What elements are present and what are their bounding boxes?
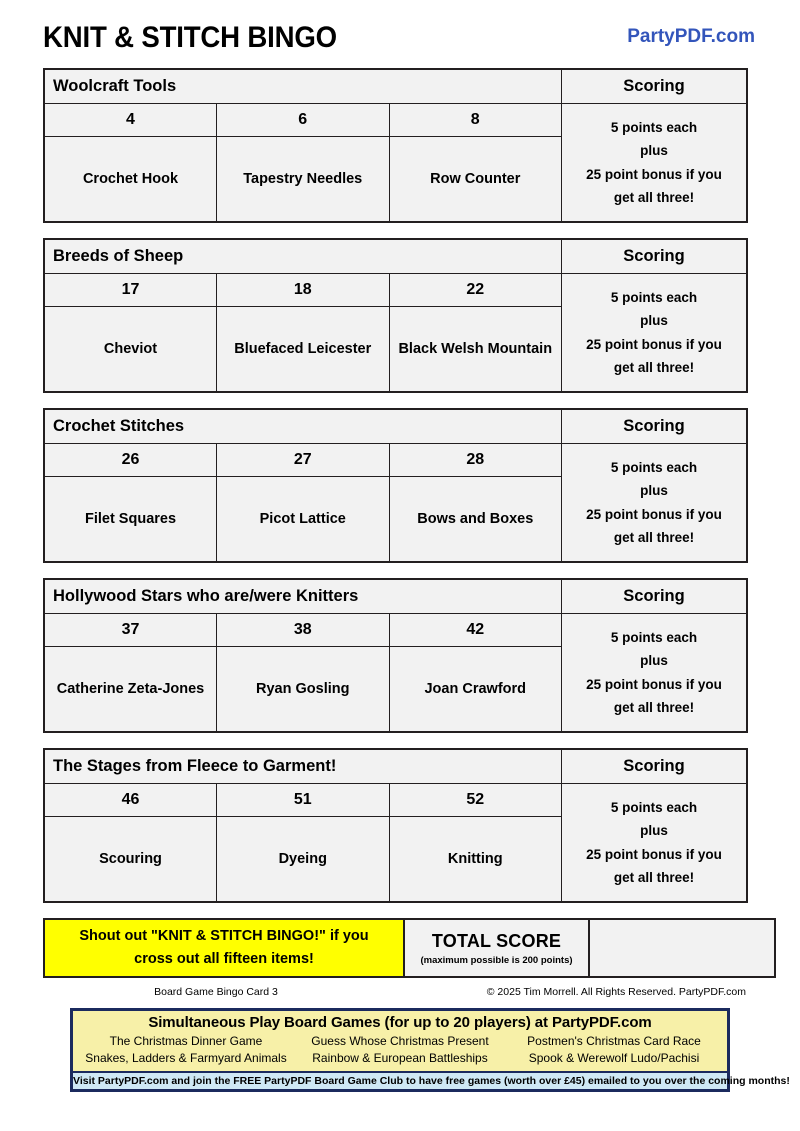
scoring-line-1: 5 points each [610,290,698,306]
footer [43,984,748,1000]
bingo-item[interactable]: Filet Squares [44,477,217,563]
scoring-line-2: plus [640,653,668,669]
scoring-line-1: 5 points each [610,460,698,476]
scoring-header: Scoring [562,579,748,614]
scoring-line-2: plus [640,823,668,839]
bingo-item[interactable]: Knitting [389,817,562,903]
total-score-label: TOTAL SCORE [431,930,562,951]
scoring-line-4: get all three! [613,699,695,715]
item-number[interactable]: 52 [389,784,562,817]
bingo-item[interactable]: Joan Crawford [389,647,562,733]
scoring-line-2: plus [640,143,668,159]
bingo-item[interactable]: Bows and Boxes [389,477,562,563]
category-title: Crochet Stitches [44,409,562,444]
category-block [43,238,748,393]
scoring-header: Scoring [562,409,748,444]
item-number[interactable]: 28 [389,444,562,477]
number-row [44,614,747,647]
category-header-row [44,409,747,444]
promo-game: Spook & Werewolf Ludo/Pachisi [528,1051,700,1066]
scoring-line-1: 5 points each [610,800,698,816]
scoring-line-3: 25 point bonus if you [586,506,722,522]
item-number[interactable]: 42 [389,614,562,647]
category-header-row [44,69,747,104]
promo-title: Simultaneous Play Board Games (for up to 20 players) at PartyPDF.com [148,1014,652,1031]
item-number[interactable]: 26 [44,444,217,477]
number-row [44,784,747,817]
category-block [43,408,748,563]
bingo-item[interactable]: Dyeing [217,817,390,903]
shout-out-line-2: cross out all fifteen items! [134,951,314,967]
bingo-item[interactable]: Ryan Gosling [217,647,390,733]
item-number[interactable]: 17 [44,274,217,307]
bingo-item[interactable]: Catherine Zeta-Jones [44,647,217,733]
scoring-header: Scoring [562,749,748,784]
scoring-cell [562,104,748,223]
category-title: The Stages from Fleece to Garment! [44,749,562,784]
scoring-header: Scoring [562,239,748,274]
item-number[interactable]: 4 [44,104,217,137]
category-block [43,68,748,223]
promo-game: Rainbow & European Battleships [312,1051,488,1066]
bingo-item[interactable]: Black Welsh Mountain [389,307,562,393]
item-number[interactable]: 27 [217,444,390,477]
promo-row [79,1033,721,1050]
item-number[interactable]: 51 [217,784,390,817]
footer-card-id: Board Game Bingo Card 3 [154,986,278,998]
bingo-item[interactable]: Scouring [44,817,217,903]
number-row [44,444,747,477]
category-block [43,578,748,733]
shout-out-box [44,919,404,977]
scoring-line-1: 5 points each [610,630,698,646]
total-score-note: (maximum possible is 200 points) [420,954,573,966]
scoring-line-3: 25 point bonus if you [586,846,722,862]
scoring-line-3: 25 point bonus if you [586,166,722,182]
number-row [44,274,747,307]
item-number[interactable]: 22 [389,274,562,307]
scoring-line-3: 25 point bonus if you [586,336,722,352]
item-number[interactable]: 37 [44,614,217,647]
item-number[interactable]: 18 [217,274,390,307]
item-number[interactable]: 6 [217,104,390,137]
number-row [44,104,747,137]
bingo-item[interactable]: Cheviot [44,307,217,393]
scoring-cell [562,614,748,733]
scoring-line-1: 5 points each [610,120,698,136]
scoring-line-4: get all three! [613,359,695,375]
category-header-row [44,749,747,784]
promo-game: Guess Whose Christmas Present [311,1034,489,1048]
bingo-item[interactable]: Crochet Hook [44,137,217,223]
scoring-header: Scoring [562,69,748,104]
category-block [43,748,748,903]
item-number[interactable]: 8 [389,104,562,137]
category-title: Breeds of Sheep [44,239,562,274]
footer-copyright: © 2025 Tim Morrell. All Rights Reserved. PartyPDF.com [486,986,746,998]
promo-game: Snakes, Ladders & Farmyard Animals [85,1051,287,1066]
item-number[interactable]: 38 [217,614,390,647]
bingo-item[interactable]: Tapestry Needles [217,137,390,223]
scoring-cell [562,444,748,563]
promo-banner[interactable] [70,1008,790,1092]
total-score-label-cell [404,919,589,977]
scoring-line-4: get all three! [613,869,695,885]
page-title: KNIT & STITCH BINGO [43,21,337,54]
category-title: Hollywood Stars who are/were Knitters [44,579,562,614]
bingo-item[interactable]: Picot Lattice [217,477,390,563]
promo-game: The Christmas Dinner Game [109,1034,263,1048]
shout-out-line-1: Shout out "KNIT & STITCH BINGO!" if you [79,927,369,944]
category-header-row [44,239,747,274]
promo-game: Postmen's Christmas Card Race [527,1034,701,1048]
item-number[interactable]: 46 [44,784,217,817]
scoring-line-2: plus [640,483,668,499]
scoring-line-4: get all three! [613,189,695,205]
scoring-line-2: plus [640,313,668,329]
brand-logo: PartyPDF.com [627,26,755,47]
page-header [43,0,757,68]
scoring-line-3: 25 point bonus if you [586,676,722,692]
scoring-line-4: get all three! [613,529,695,545]
total-score-input[interactable] [589,919,775,977]
category-title: Woolcraft Tools [44,69,562,104]
category-header-row [44,579,747,614]
promo-game-list [73,1033,727,1071]
bingo-item[interactable]: Row Counter [389,137,562,223]
scoring-cell [562,784,748,903]
bingo-item[interactable]: Bluefaced Leicester [217,307,390,393]
promo-call-to-action[interactable]: Visit PartyPDF.com and join the FREE PartyPDF Board Game Club to have free games (worth over £45) emailed to you over the coming months! [73,1071,727,1089]
promo-row [79,1050,721,1067]
total-score-row [43,918,776,978]
scoring-cell [562,274,748,393]
